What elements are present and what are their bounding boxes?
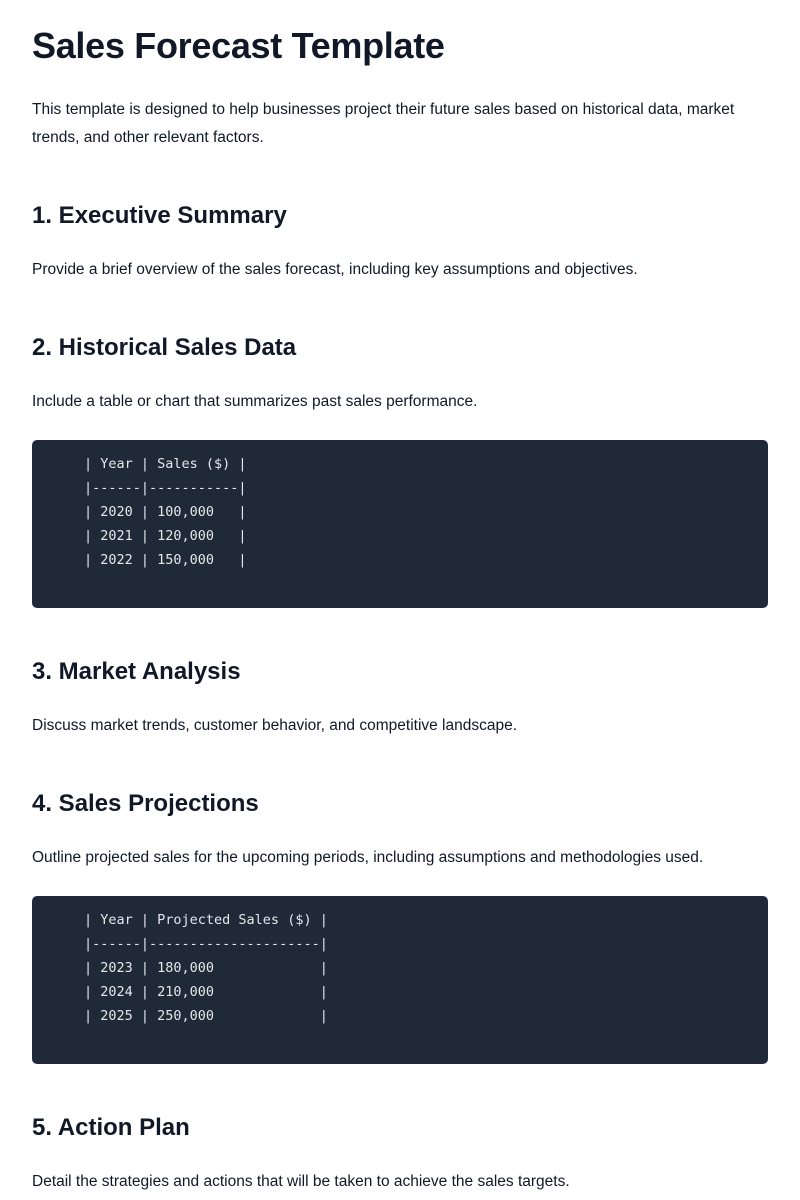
section-heading-historical-sales-data: 2. Historical Sales Data (32, 334, 297, 361)
page-title: Sales Forecast Template (32, 25, 445, 66)
sales-projections-code-block (32, 896, 768, 1064)
section-heading-market-analysis: 3. Market Analysis (32, 658, 241, 685)
section-text-sales-projections: Outline projected sales for the upcoming periods, including assumptions and methodologies used. (32, 849, 704, 866)
section-heading-sales-projections: 4. Sales Projections (32, 790, 259, 817)
code-line: | Year | Projected Sales ($) | (84, 912, 328, 928)
section-text-market-analysis: Discuss market trends, customer behavior, and competitive landscape. (32, 717, 518, 734)
historical-sales-code-block (32, 440, 768, 608)
code-line: | 2024 | 210,000 | (84, 984, 328, 1000)
code-line: | 2023 | 180,000 | (84, 960, 328, 976)
intro-paragraph: This template is designed to help businesses project their future sales based on historical data, market trends, and other relevant factors. (32, 101, 735, 146)
code-line: | 2025 | 250,000 | (84, 1008, 328, 1024)
section-text-executive-summary: Provide a brief overview of the sales forecast, including key assumptions and objectives. (32, 261, 638, 278)
section-text-historical-sales-data: Include a table or chart that summarizes past sales performance. (32, 393, 478, 410)
code-line: | Year | Sales ($) | (84, 456, 247, 472)
code-line: |------|-----------| (84, 480, 247, 496)
section-heading-action-plan: 5. Action Plan (32, 1114, 190, 1141)
section-heading-executive-summary: 1. Executive Summary (32, 202, 287, 229)
section-text-action-plan: Detail the strategies and actions that will be taken to achieve the sales targets. (32, 1173, 570, 1190)
code-line: | 2021 | 120,000 | (84, 528, 247, 544)
code-line: | 2022 | 150,000 | (84, 552, 247, 568)
code-line: | 2020 | 100,000 | (84, 504, 247, 520)
code-line: |------|---------------------| (84, 936, 328, 952)
